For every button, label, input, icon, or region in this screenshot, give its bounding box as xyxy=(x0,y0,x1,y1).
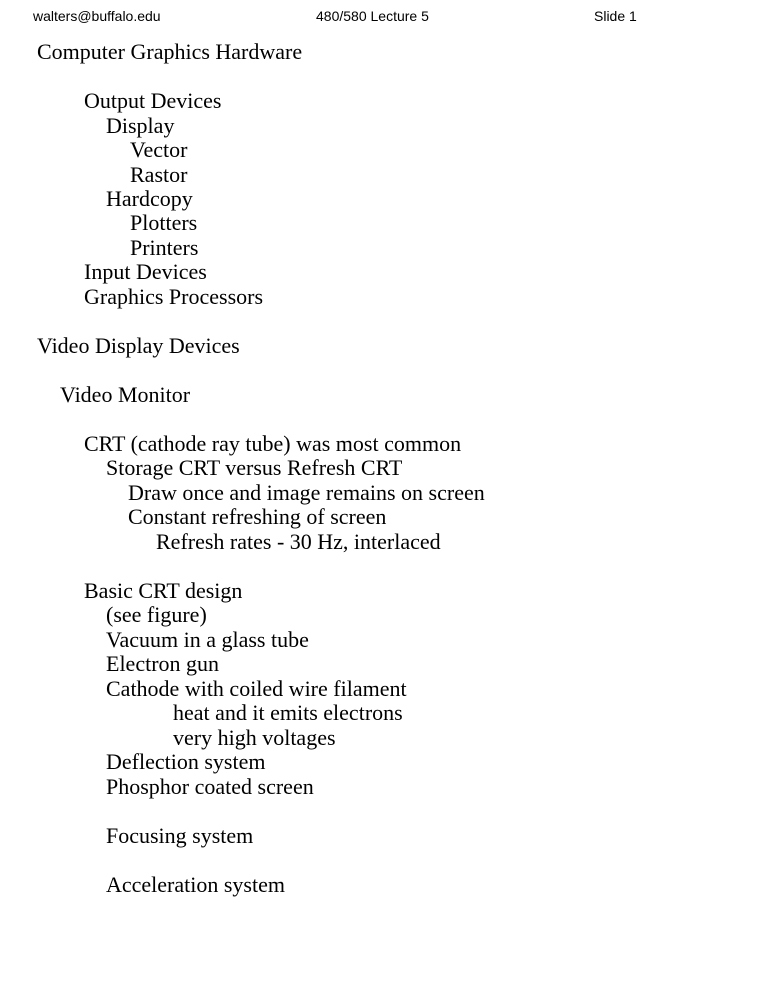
outline-item: Printers xyxy=(130,235,199,260)
outline-item: Deflection system xyxy=(106,749,266,774)
outline-item: Refresh rates - 30 Hz, interlaced xyxy=(156,529,441,554)
outline-item: heat and it emits electrons xyxy=(173,700,403,725)
outline-item: Draw once and image remains on screen xyxy=(128,480,485,505)
outline-item: Input Devices xyxy=(84,259,207,284)
outline-item: Focusing system xyxy=(106,823,254,848)
outline-item: Storage CRT versus Refresh CRT xyxy=(106,455,403,480)
slide-number: Slide 1 xyxy=(594,8,637,24)
outline-item: Constant refreshing of screen xyxy=(128,504,387,529)
outline-item: Hardcopy xyxy=(106,186,193,211)
outline-item: (see figure) xyxy=(106,602,207,627)
outline-item: Rastor xyxy=(130,162,188,187)
outline-item: Basic CRT design xyxy=(84,578,243,603)
outline-item: Display xyxy=(106,113,175,138)
section-heading: Video Display Devices xyxy=(37,333,240,358)
outline-item: Phosphor coated screen xyxy=(106,774,314,799)
outline-item: Graphics Processors xyxy=(84,284,264,309)
outline-item: Electron gun xyxy=(106,651,220,676)
section-heading: Computer Graphics Hardware xyxy=(37,39,303,64)
outline-item: very high voltages xyxy=(173,725,336,750)
outline-item: Output Devices xyxy=(84,88,222,113)
outline-item: Vector xyxy=(130,137,188,162)
outline-item: CRT (cathode ray tube) was most common xyxy=(84,431,462,456)
outline-item: Vacuum in a glass tube xyxy=(106,627,309,652)
outline-item: Cathode with coiled wire filament xyxy=(106,676,407,701)
subsection-heading: Video Monitor xyxy=(60,382,191,407)
outline-item: Plotters xyxy=(130,210,198,235)
outline-item: Acceleration system xyxy=(106,872,285,897)
author-email: walters@buffalo.edu xyxy=(33,8,161,24)
lecture-title: 480/580 Lecture 5 xyxy=(316,8,429,24)
